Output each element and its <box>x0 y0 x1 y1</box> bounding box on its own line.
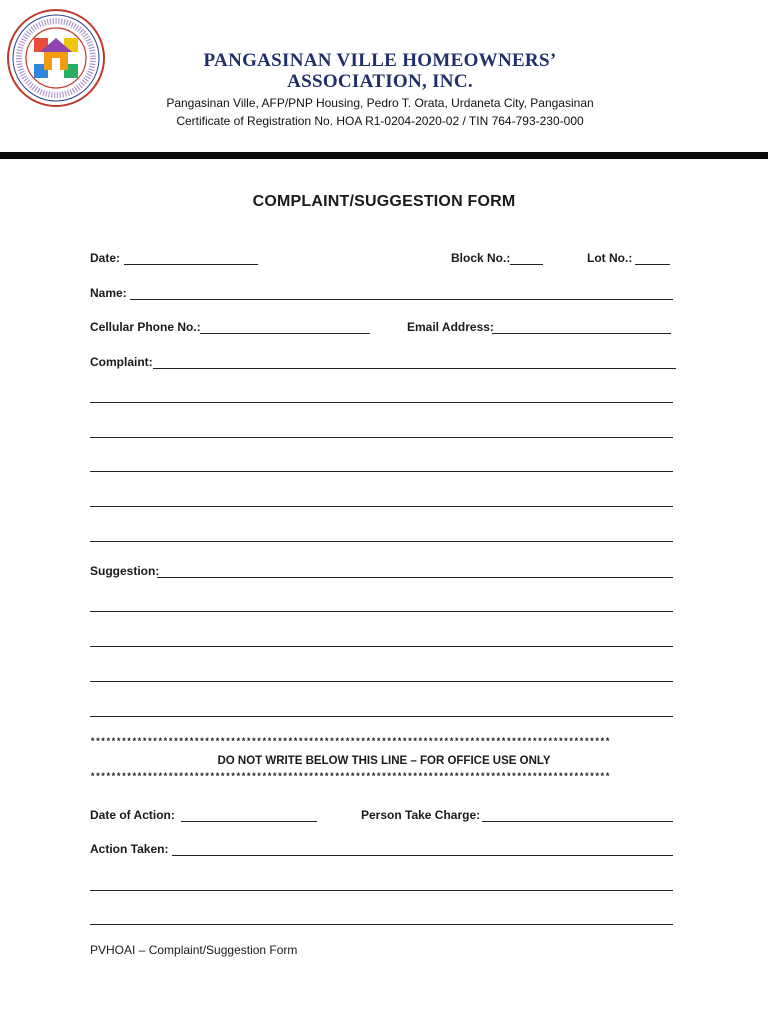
header-divider <box>0 152 768 159</box>
complaint-line[interactable] <box>90 402 673 403</box>
person-in-charge-label: Person Take Charge: <box>361 808 481 822</box>
complaint-field[interactable] <box>153 368 676 369</box>
action-taken-label: Action Taken: <box>90 842 169 856</box>
org-registration: Certificate of Registration No. HOA R1-0204-2020-02 / TIN 764-793-230-000 <box>176 114 584 128</box>
email-field[interactable] <box>492 333 671 334</box>
complaint-line[interactable] <box>90 541 673 542</box>
name-field[interactable] <box>130 299 673 300</box>
lot-field[interactable] <box>635 264 670 265</box>
footer-text: PVHOAI – Complaint/Suggestion Form <box>90 943 298 957</box>
complaint-line[interactable] <box>90 506 673 507</box>
org-address: Pangasinan Ville, AFP/PNP Housing, Pedro T. Orata, Urdaneta City, Pangasinan <box>166 96 594 110</box>
suggestion-field[interactable] <box>157 577 673 578</box>
block-field[interactable] <box>510 264 543 265</box>
complaint-line[interactable] <box>90 437 673 438</box>
org-name-line1: PANGASINAN VILLE HOMEOWNERS’ <box>203 50 557 71</box>
complaint-label: Complaint: <box>90 355 153 369</box>
suggestion-line[interactable] <box>90 681 673 682</box>
date-of-action-label: Date of Action: <box>90 808 175 822</box>
complaint-line[interactable] <box>90 471 673 472</box>
stars-separator-bottom: **************************************************************************************************** <box>90 772 611 782</box>
block-label: Block No.: <box>451 251 511 265</box>
phone-field[interactable] <box>200 333 370 334</box>
name-label: Name: <box>90 286 127 300</box>
org-name-line2: ASSOCIATION, INC. <box>287 71 473 92</box>
person-in-charge-field[interactable] <box>482 821 673 822</box>
lot-label: Lot No.: <box>587 251 633 265</box>
date-field[interactable] <box>124 264 258 265</box>
suggestion-line[interactable] <box>90 646 673 647</box>
suggestion-line[interactable] <box>90 611 673 612</box>
action-taken-line[interactable] <box>90 890 673 891</box>
email-label: Email Address: <box>407 320 494 334</box>
date-of-action-field[interactable] <box>181 821 317 822</box>
action-taken-field[interactable] <box>172 855 673 856</box>
association-logo <box>6 8 106 108</box>
action-taken-line[interactable] <box>90 924 673 925</box>
suggestion-line[interactable] <box>90 716 673 717</box>
suggestion-label: Suggestion: <box>90 564 160 578</box>
office-use-note: DO NOT WRITE BELOW THIS LINE – FOR OFFICE USE ONLY <box>217 755 551 767</box>
form-title: COMPLAINT/SUGGESTION FORM <box>252 193 516 210</box>
phone-label: Cellular Phone No.: <box>90 320 201 334</box>
stars-separator-top: **************************************************************************************************** <box>90 737 611 747</box>
date-label: Date: <box>90 251 121 265</box>
